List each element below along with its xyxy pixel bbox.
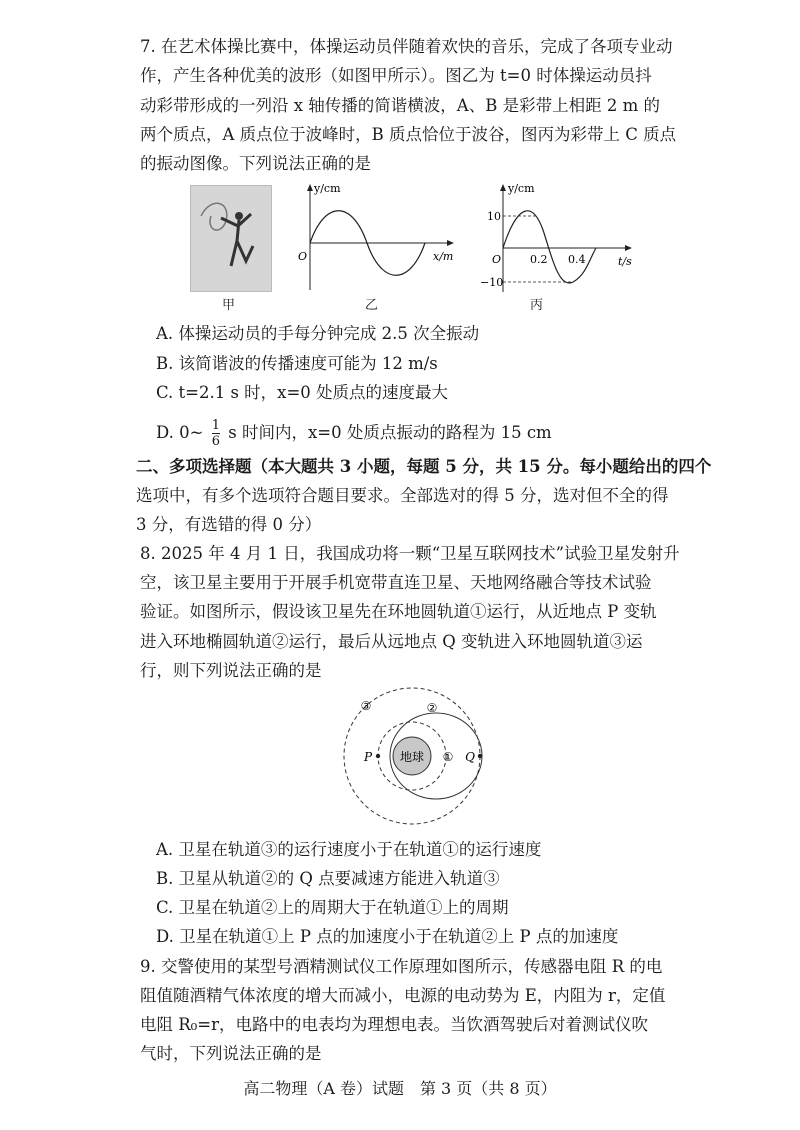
q8-line: 进入环地椭圆轨道②运行，最后从远地点 Q 变轨进入环地圆轨道③运 <box>140 632 643 651</box>
q9-line: 阻值随酒精气体浓度的增大而减小，电源的电动势为 E，内阻为 r，定值 <box>140 986 666 1005</box>
q7-option-d <box>156 418 552 449</box>
orbit-diagram <box>330 682 510 832</box>
origin-label: O <box>492 253 502 266</box>
graph-bing <box>478 180 638 295</box>
point-p-marker <box>376 754 380 758</box>
y-axis-label: y/cm <box>508 182 535 195</box>
origin-label: O <box>298 250 308 263</box>
q7-option-d-suffix: s 时间内，x=0 处质点振动的路程为 15 cm <box>228 423 552 442</box>
section-line: 选项中，有多个选项符合题目要求。全部选对的得 5 分，选对但不全的得 <box>136 486 669 505</box>
q7-line: 两个质点，A 质点位于波峰时，B 质点恰位于波谷，图丙为彩带上 C 质点 <box>140 125 677 144</box>
vibration-curve <box>503 211 596 283</box>
graph-yi <box>290 180 460 295</box>
point-p-label: P <box>363 750 373 764</box>
orbit-2-label: ② <box>426 701 438 715</box>
q9-line: 9. 交警使用的某型号酒精测试仪工作原理如图所示，传感器电阻 R 的电 <box>140 957 663 976</box>
q8-line: 行，则下列说法正确的是 <box>140 661 322 680</box>
section-line: 二、多项选择题（本大题共 3 小题，每题 5 分，共 15 分。每小题给出的四个 <box>136 457 712 476</box>
q8-option-d: D. 卫星在轨道①上 P 点的加速度小于在轨道②上 P 点的加速度 <box>156 927 619 946</box>
q8-line: 8. 2025 年 4 月 1 日，我国成功将一颗“卫星互联网技术”试验卫星发射升 <box>140 544 680 563</box>
q8-line: 空，该卫星主要用于开展手机宽带直连卫星、天地网络融合等技术试验 <box>140 573 652 592</box>
q8-option-a: A. 卫星在轨道③的运行速度小于在轨道①的运行速度 <box>156 840 542 859</box>
y-min-label: −10 <box>480 276 504 289</box>
page-footer: 高二物理（A 卷）试题 第 3 页（共 8 页） <box>243 1079 557 1098</box>
t-tick-label: 0.2 <box>530 253 548 266</box>
fraction-numerator: 1 <box>211 418 220 433</box>
figure-label-bing: 丙 <box>530 298 544 313</box>
q8-option-b: B. 卫星从轨道②的 Q 点要减速方能进入轨道③ <box>156 869 500 888</box>
figure-label-jia: 甲 <box>222 298 236 313</box>
q8-option-c: C. 卫星在轨道②上的周期大于在轨道①上的周期 <box>156 898 509 917</box>
x-axis-label: x/m <box>433 250 454 263</box>
q9-line: 气时，下列说法正确的是 <box>140 1044 322 1063</box>
q7-option-d-prefix: D. 0~ <box>156 423 204 442</box>
y-axis-label: y/cm <box>314 182 341 195</box>
orbit-3-label: ③ <box>360 699 372 713</box>
fraction <box>212 418 220 449</box>
q7-option-a: A. 体操运动员的手每分钟完成 2.5 次全振动 <box>156 324 480 343</box>
q7-line: 7. 在艺术体操比赛中，体操运动员伴随着欢快的音乐，完成了各项专业动 <box>140 37 673 56</box>
section-line: 3 分，有选错的得 0 分） <box>136 515 322 534</box>
q7-option-c: C. t=2.1 s 时，x=0 处质点的速度最大 <box>156 383 449 402</box>
q7-line: 作，产生各种优美的波形（如图甲所示）。图乙为 t=0 时体操运动员抖 <box>140 66 652 85</box>
point-q-label: Q <box>465 750 475 764</box>
q8-line: 验证。如图所示，假设该卫星先在环地圆轨道①运行，从近地点 P 变轨 <box>140 602 657 621</box>
earth-label: 地球 <box>399 750 425 764</box>
gymnast-photo <box>190 185 272 292</box>
q7-line: 的振动图像。下列说法正确的是 <box>140 154 371 173</box>
x-axis-label: t/s <box>618 255 632 268</box>
vibration-curve <box>503 206 546 248</box>
figure-label-yi: 乙 <box>365 298 379 313</box>
y-max-label: 10 <box>487 210 501 223</box>
q7-option-b: B. 该简谐波的传播速度可能为 12 m/s <box>156 354 438 373</box>
orbit-1-label: ① <box>442 750 454 764</box>
q9-line: 电阻 R₀=r，电路中的电表均为理想电表。当饮酒驾驶后对着测试仪吹 <box>140 1015 648 1034</box>
fraction-denominator: 6 <box>211 434 220 449</box>
q7-line: 动彩带形成的一列沿 x 轴传播的简谐横波，A、B 是彩带上相距 2 m 的 <box>140 96 660 115</box>
t-tick-label: 0.4 <box>568 253 586 266</box>
point-q-marker <box>478 754 482 758</box>
